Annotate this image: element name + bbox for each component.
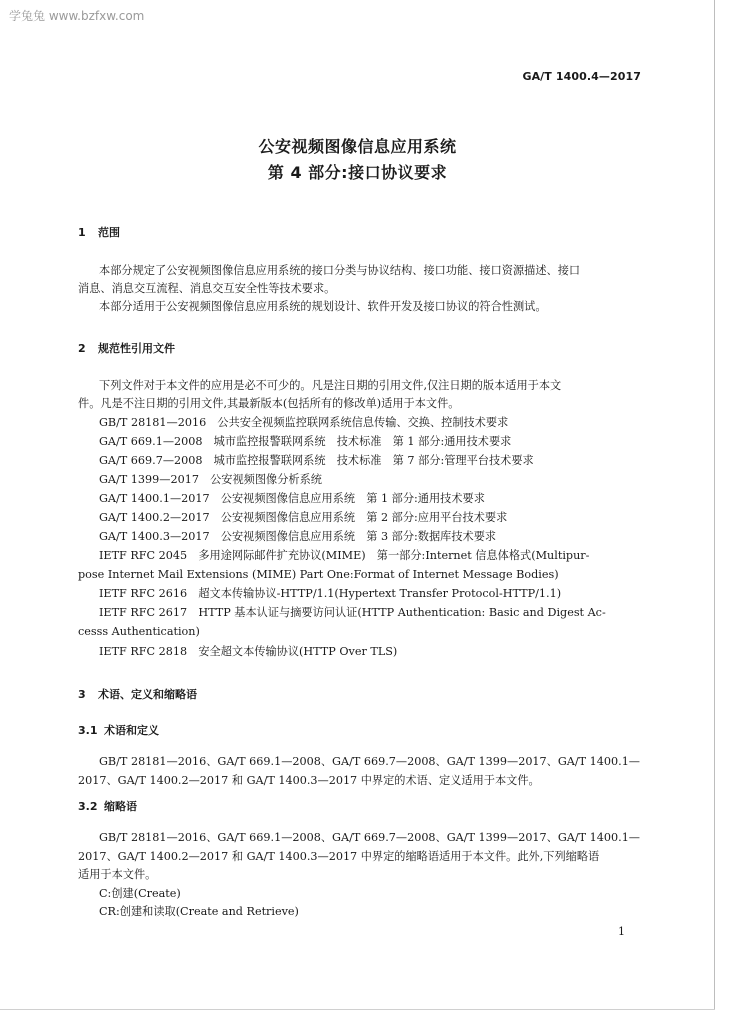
section-3-1-text-cont: 2017、GA/T 1400.2—2017 和 GA/T 1400.3—2017 中界定的术语、定义适用于本文件。 (78, 774, 540, 787)
reference-item: GA/T 1400.3—2017 公安视频图像信息应用系统 第 3 部分:数据库技术要求 (99, 530, 497, 543)
reference-item: IETF RFC 2616 超文本传输协议-HTTP/1.1(Hypertext Transfer Protocol-HTTP/1.1) (99, 587, 562, 600)
section-title: 术语和定义 (104, 724, 159, 737)
section-title: 缩略语 (104, 800, 137, 813)
section-3-heading (78, 686, 197, 702)
reference-item: GA/T 669.1—2008 城市监控报警联网系统 技术标准 第 1 部分:通用技术要求 (99, 435, 512, 448)
section-title: 规范性引用文件 (98, 342, 175, 355)
page-number: 1 (618, 925, 625, 938)
abbreviation-item: C:创建(Create) (99, 887, 181, 900)
reference-item: GA/T 1400.1—2017 公安视频图像信息应用系统 第 1 部分:通用技术要求 (99, 492, 485, 505)
document-title-line-1: 公安视频图像信息应用系统 (258, 137, 457, 156)
page-bottom-edge (0, 1009, 715, 1010)
section-number: 3 (78, 688, 86, 701)
section-number: 3.2 (78, 800, 98, 813)
section-title: 术语、定义和缩略语 (98, 688, 197, 701)
reference-item-cont: pose Internet Mail Extensions (MIME) Part One:Format of Internet Message Bodies) (78, 568, 559, 581)
section-number: 3.1 (78, 724, 98, 737)
reference-item: IETF RFC 2818 安全超文本传输协议(HTTP Over TLS) (99, 645, 398, 658)
section-number: 1 (78, 226, 86, 239)
section-1-paragraph-1-cont: 消息、消息交互流程、消息交互安全性等技术要求。 (78, 282, 336, 295)
section-2-heading (78, 340, 175, 356)
section-1-heading (78, 224, 120, 240)
section-3-1-text: GB/T 28181—2016、GA/T 669.1—2008、GA/T 669.7—2008、GA/T 1399—2017、GA/T 1400.1— (99, 755, 640, 768)
reference-item: IETF RFC 2045 多用途网际邮件扩充协议(MIME) 第一部分:Internet 信息体格式(Multipur- (99, 549, 590, 562)
section-3-2-text-cont: 适用于本文件。 (78, 868, 157, 881)
section-title: 范围 (98, 226, 120, 239)
section-3-2-text-cont: 2017、GA/T 1400.2—2017 和 GA/T 1400.3—2017 中界定的缩略语适用于本文件。此外,下列缩略语 (78, 850, 600, 863)
watermark: 学兔兔 www.bzfxw.com (9, 9, 145, 23)
abbreviation-item: CR:创建和读取(Create and Retrieve) (99, 905, 299, 918)
section-2-intro: 下列文件对于本文件的应用是必不可少的。凡是注日期的引用文件,仅注日期的版本适用于本文 (99, 379, 562, 392)
reference-item: GA/T 1400.2—2017 公安视频图像信息应用系统 第 2 部分:应用平台技术要求 (99, 511, 508, 524)
section-3-2-text: GB/T 28181—2016、GA/T 669.1—2008、GA/T 669.7—2008、GA/T 1399—2017、GA/T 1400.1— (99, 831, 640, 844)
section-1-paragraph-1: 本部分规定了公安视频图像信息应用系统的接口分类与协议结构、接口功能、接口资源描述、接口 (99, 264, 581, 277)
section-3-2-heading (78, 798, 137, 814)
section-3-1-heading (78, 722, 159, 738)
section-1-paragraph-2: 本部分适用于公安视频图像信息应用系统的规划设计、软件开发及接口协议的符合性测试。 (99, 300, 547, 313)
reference-item-cont: cesss Authentication) (78, 625, 200, 638)
reference-item: GB/T 28181—2016 公共安全视频监控联网系统信息传输、交换、控制技术要求 (99, 416, 509, 429)
document-title-line-2: 第 4 部分:接口协议要求 (267, 163, 448, 182)
reference-item: IETF RFC 2617 HTTP 基本认证与摘要访问认证(HTTP Authentication: Basic and Digest Ac- (99, 606, 606, 619)
section-number: 2 (78, 342, 86, 355)
section-2-intro-cont: 件。凡是不注日期的引用文件,其最新版本(包括所有的修改单)适用于本文件。 (78, 397, 460, 410)
reference-item: GA/T 669.7—2008 城市监控报警联网系统 技术标准 第 7 部分:管理平台技术要求 (99, 454, 534, 467)
standard-number: GA/T 1400.4—2017 (522, 70, 641, 83)
reference-item: GA/T 1399—2017 公安视频图像分析系统 (99, 473, 322, 486)
